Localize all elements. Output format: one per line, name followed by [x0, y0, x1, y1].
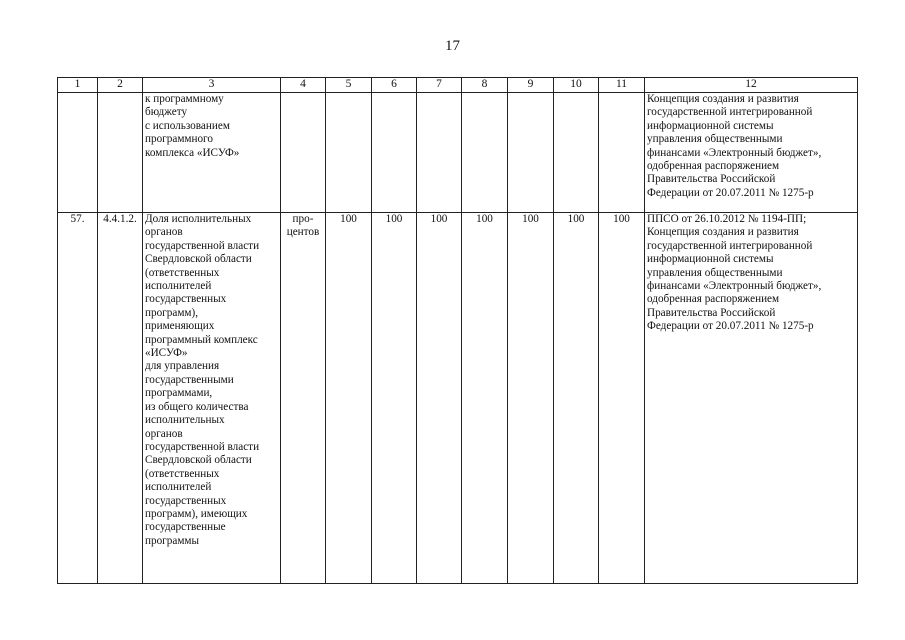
text-line: (ответственных	[145, 266, 220, 279]
text-line: государственными	[145, 373, 234, 386]
text-line: органов	[145, 427, 183, 440]
value-cell	[417, 93, 462, 213]
text-line: государственной интегрированной	[647, 106, 813, 119]
text-line: программами,	[145, 387, 213, 400]
text-line: финансами «Электронный бюджет»,	[647, 146, 822, 159]
text-line: информационной системы	[647, 119, 774, 132]
legal-basis	[645, 93, 858, 213]
legal-basis	[645, 213, 858, 584]
text-line: Федерации от 20.07.2011 № 1275-р	[647, 320, 814, 333]
value-cell	[462, 93, 508, 213]
text-line: Правительства Российской	[647, 173, 776, 186]
value-cell: 100	[417, 213, 462, 584]
value-cell	[372, 93, 417, 213]
column-header: 2	[98, 78, 143, 93]
text-line: государственной интегрированной	[647, 239, 813, 252]
text-line: с использованием	[145, 119, 230, 132]
column-header: 4	[281, 78, 326, 93]
column-header: 6	[372, 78, 417, 93]
value-cell: 100	[599, 213, 645, 584]
column-header: 9	[508, 78, 554, 93]
unit-of-measure	[281, 213, 326, 584]
text-line: органов	[145, 226, 183, 239]
text-line: про-	[292, 213, 314, 225]
row-code: 4.4.1.2.	[98, 213, 143, 584]
text-line: государственных	[145, 293, 227, 306]
text-line: финансами «Электронный бюджет»,	[647, 280, 822, 293]
text-line: программный комплекс	[145, 333, 258, 346]
text-line: (ответственных	[145, 467, 220, 480]
text-line: государственной власти	[145, 440, 260, 453]
text-line: исполнительных	[145, 414, 225, 427]
value-cell	[599, 93, 645, 213]
text-line: применяющих	[145, 320, 215, 333]
indicator-name	[143, 93, 281, 213]
row-number: 57.	[58, 213, 98, 584]
text-line: комплекса «ИСУФ»	[145, 146, 240, 159]
text-line: центов	[286, 226, 320, 239]
column-header: 12	[645, 78, 858, 93]
column-header: 7	[417, 78, 462, 93]
value-cell: 100	[326, 213, 372, 584]
text-line: одобренная распоряжением	[647, 160, 780, 173]
text-line: «ИСУФ»	[145, 347, 188, 360]
text-line: управления общественными	[647, 266, 783, 279]
text-line: из общего количества	[145, 400, 249, 413]
table-row	[58, 213, 858, 584]
value-cell	[508, 93, 554, 213]
text-line: Концепция создания и развития	[647, 93, 799, 105]
text-line: программ), имеющих	[145, 507, 248, 520]
column-header: 3	[143, 78, 281, 93]
text-line: государственных	[145, 494, 227, 507]
text-line: государственные	[145, 521, 226, 534]
text-line: для управления	[145, 360, 220, 373]
column-header: 11	[599, 78, 645, 93]
column-header: 8	[462, 78, 508, 93]
text-line: Свердловской области	[145, 454, 252, 467]
text-line: Федерации от 20.07.2011 № 1275-р	[647, 186, 814, 199]
column-header: 10	[554, 78, 599, 93]
column-header: 5	[326, 78, 372, 93]
indicator-name	[143, 213, 281, 584]
unit-of-measure	[281, 93, 326, 213]
text-line: одобренная распоряжением	[647, 293, 780, 306]
text-line: ППСО от 26.10.2012 № 1194-ПП;	[647, 213, 807, 225]
text-line: Правительства Российской	[647, 306, 776, 319]
value-cell	[326, 93, 372, 213]
table-row	[58, 93, 858, 213]
text-line: государственной власти	[145, 239, 260, 252]
value-cell: 100	[372, 213, 417, 584]
column-header: 1	[58, 78, 98, 93]
text-line: исполнителей	[145, 280, 212, 293]
text-line: информационной системы	[647, 253, 774, 266]
text-line: Свердловской области	[145, 253, 252, 266]
value-cell: 100	[462, 213, 508, 584]
page-number: 17	[445, 38, 460, 54]
value-cell	[554, 93, 599, 213]
header-row	[58, 78, 858, 93]
text-line: управления общественными	[647, 133, 783, 146]
text-line: программы	[145, 534, 199, 547]
row-number	[58, 93, 98, 213]
indicators-table	[57, 77, 858, 584]
text-line: Доля исполнительных	[145, 213, 252, 225]
text-line: программ),	[145, 306, 199, 319]
text-line: к программному	[145, 93, 224, 105]
text-line: исполнителей	[145, 481, 212, 494]
value-cell: 100	[554, 213, 599, 584]
text-line: Концепция создания и развития	[647, 226, 799, 239]
text-line: программного	[145, 133, 213, 146]
text-line: бюджету	[145, 106, 188, 119]
value-cell: 100	[508, 213, 554, 584]
row-code	[98, 93, 143, 213]
